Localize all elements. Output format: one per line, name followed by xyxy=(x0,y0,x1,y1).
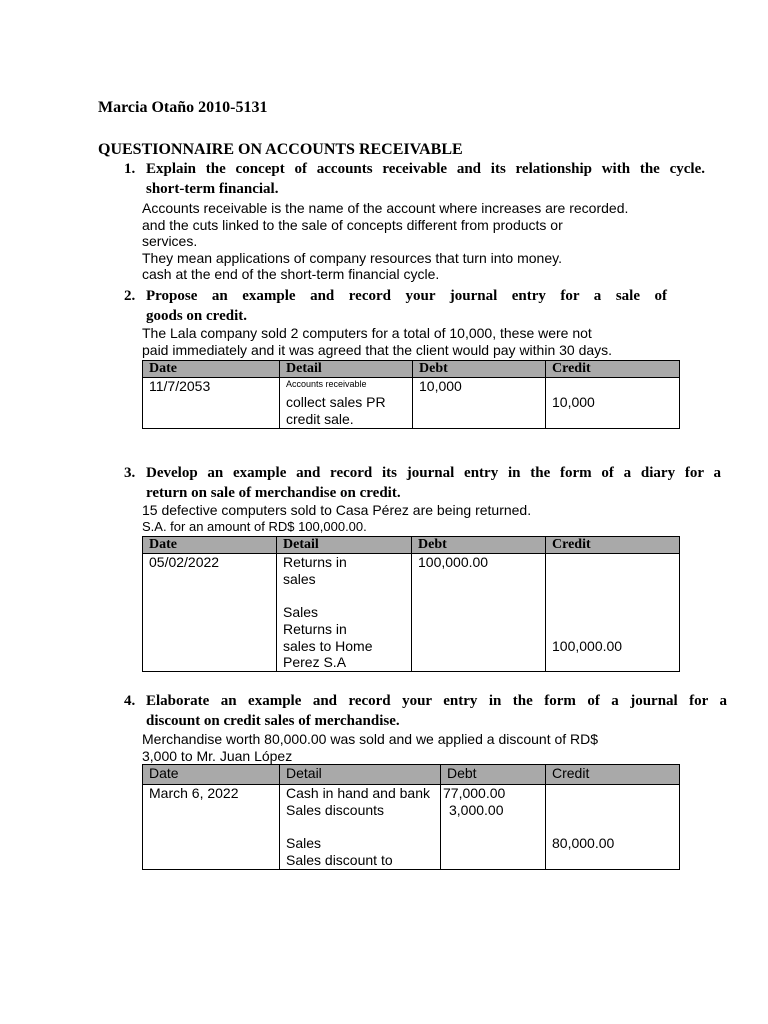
header-detail: Detail xyxy=(280,765,441,785)
journal-table-2 xyxy=(142,360,680,429)
cell-detail: Cash in hand and bank Sales discounts Sales Sales discount to xyxy=(280,785,441,870)
header-date: Date xyxy=(143,537,277,554)
cell-detail: Returns in sales Sales Returns in sales to Home Perez S.A xyxy=(277,554,412,672)
table-row xyxy=(143,378,680,429)
author-line: Marcia Otaño 2010-5131 xyxy=(98,99,268,116)
question-2-heading: 2. Propose an example and record your journal entry for a sale of goods on credit. xyxy=(124,288,667,324)
cell-credit: 100,000.00 xyxy=(546,554,680,672)
cell-debt: 100,000.00 xyxy=(412,554,546,672)
cell-date: 05/02/2022 xyxy=(143,554,277,672)
document-title: QUESTIONNAIRE ON ACCOUNTS RECEIVABLE xyxy=(98,141,463,158)
header-debt: Debt xyxy=(412,537,546,554)
header-detail: Detail xyxy=(280,361,413,378)
header-debt: Debt xyxy=(441,765,546,785)
header-credit: Credit xyxy=(546,537,680,554)
cell-detail: Accounts receivable collect sales PR credit sale. xyxy=(280,378,413,429)
header-credit: Credit xyxy=(546,765,680,785)
question-4-answer: Merchandise worth 80,000.00 was sold and we applied a discount of RD$ 3,000 to Mr. Juan López xyxy=(142,731,599,764)
question-4-heading: 4. Elaborate an example and record your entry in the form of a journal for a discount on credit sales of merchandise. xyxy=(124,693,727,729)
cell-credit: 80,000.00 xyxy=(546,785,680,870)
journal-table-3 xyxy=(142,536,680,672)
table-header-row xyxy=(143,765,680,785)
cell-debt: 77,000.00 3,000.00 xyxy=(441,785,546,870)
question-1-answer: Accounts receivable is the name of the account where increases are recorded. and the cuts linked to the sale of concepts different from products or services. They mean applications of company resources that turn into money. cash at the end of the short-term financial cycle. xyxy=(142,200,629,283)
header-debt: Debt xyxy=(413,361,546,378)
question-1-heading: 1. Explain the concept of accounts receivable and its relationship with the cycle. short-term financial. xyxy=(124,161,705,197)
table-header-row xyxy=(143,537,680,554)
table-row xyxy=(143,785,680,870)
cell-debt: 10,000 xyxy=(413,378,546,429)
question-3-heading: 3. Develop an example and record its journal entry in the form of a diary for a return on sale of merchandise on credit. xyxy=(124,465,721,501)
cell-date: 11/7/2053 xyxy=(143,378,280,429)
cell-credit: 10,000 xyxy=(546,378,680,429)
journal-table-4 xyxy=(142,764,680,870)
cell-date: March 6, 2022 xyxy=(143,785,280,870)
header-date: Date xyxy=(143,765,280,785)
header-credit: Credit xyxy=(546,361,680,378)
question-2-answer: The Lala company sold 2 computers for a total of 10,000, these were not paid immediately and it was agreed that the client would pay within 30 days. xyxy=(142,325,613,358)
table-row xyxy=(143,554,680,672)
table-header-row xyxy=(143,361,680,378)
question-3-answer: 15 defective computers sold to Casa Pérez are being returned. S.A. for an amount of RD$ 100,000.00. xyxy=(142,502,532,534)
header-date: Date xyxy=(143,361,280,378)
header-detail: Detail xyxy=(277,537,412,554)
